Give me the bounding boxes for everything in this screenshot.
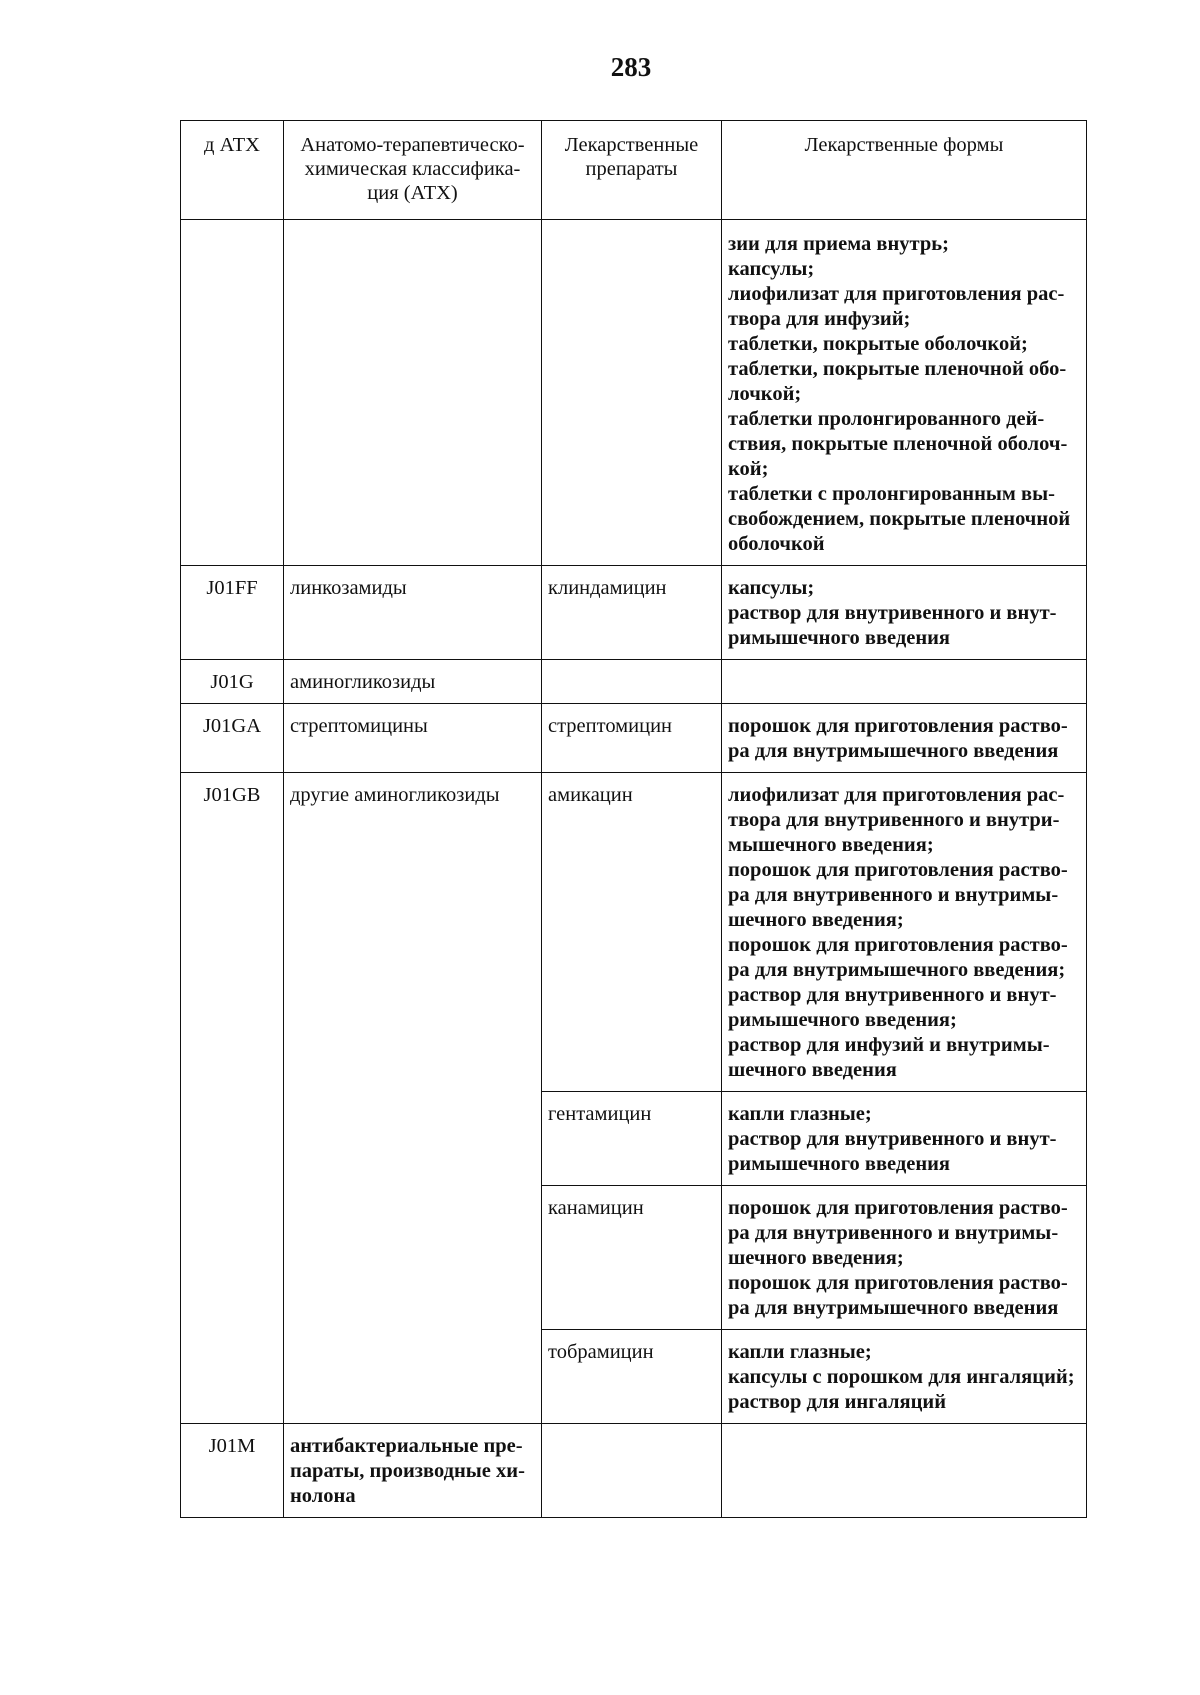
form-line: капсулы; [728,577,815,599]
header-atx-code: д АТХ [181,121,284,220]
forms-cell [722,1424,1087,1518]
form-line: таблетки, покрытые пленочной обо- [728,358,1067,380]
form-line: раствор для внутривенного и внут- [728,1128,1057,1150]
form-line: свобождением, покрытые пленочной [728,508,1071,530]
table-row [181,566,1087,660]
form-line: таблетки пролонгированного дей- [728,408,1045,430]
form-line: шечного введения; [728,909,904,931]
forms-cell [722,1330,1087,1424]
form-line: лочкой; [728,383,802,405]
code-cell: J01GB [181,773,284,1424]
form-line: твора для внутривенного и внутри- [728,809,1060,831]
classification-cell [284,1424,542,1518]
form-line: римышечного введения [728,627,951,649]
form-line: кой; [728,458,769,480]
form-line: порошок для приготовления раство- [728,934,1068,956]
drug-cell [542,1424,722,1518]
form-line: лиофилизат для приготовления рас- [728,283,1065,305]
classification-line: нолона [290,1485,356,1507]
classification-line: антибактериальные пре- [290,1435,523,1457]
form-line: раствор для внутривенного и внут- [728,602,1057,624]
classification-cell: линкозамиды [284,566,542,660]
form-line: раствор для инфузий и внутримы- [728,1034,1050,1056]
table-header-row [181,121,1087,220]
classification-cell: стрептомицины [284,704,542,773]
form-line: таблетки, покрытые оболочкой; [728,333,1028,355]
form-line: твора для инфузий; [728,308,911,330]
form-line: ра для внутримышечного введения [728,1297,1059,1319]
form-line: ра для внутримышечного введения [728,740,1059,762]
form-line: капсулы; [728,258,815,280]
table-row-continuation [181,220,1087,566]
form-line: римышечного введения [728,1153,951,1175]
drug-cell: канамицин [542,1186,722,1330]
form-line: капли глазные; [728,1103,872,1125]
table-row [181,773,1087,1092]
header-atx-classification: Анатомо-терапевтическо-химическая классифика-ция (АТХ) [284,121,542,220]
forms-cell [722,566,1087,660]
drug-cell: стрептомицин [542,704,722,773]
form-line: раствор для ингаляций [728,1391,947,1413]
header-drugs: Лекарственные препараты [542,121,722,220]
form-line: таблетки с пролонгированным вы- [728,483,1055,505]
classification-line: параты, производные хи- [290,1460,525,1482]
code-cell [181,220,284,566]
classification-cell: другие аминогликозиды [284,773,542,1424]
drug-cell [542,660,722,704]
forms-cell [722,1186,1087,1330]
page-number: 283 [610,52,652,82]
drug-cell: амикацин [542,773,722,1092]
drug-cell: клиндамицин [542,566,722,660]
form-line: раствор для внутривенного и внут- [728,984,1057,1006]
code-cell: J01FF [181,566,284,660]
forms-cell [722,660,1087,704]
table-row [181,660,1087,704]
form-line: лиофилизат для приготовления рас- [728,784,1065,806]
form-line: ствия, покрытые пленочной оболоч- [728,433,1068,455]
form-line: шечного введения [728,1059,897,1081]
form-line: оболочкой [728,533,825,555]
form-line: порошок для приготовления раство- [728,859,1068,881]
drug-cell: тобрамицин [542,1330,722,1424]
table-row [181,704,1087,773]
form-line: ра для внутримышечного введения; [728,959,1066,981]
form-line: зии для приема внутрь; [728,233,949,255]
form-line: порошок для приготовления раство- [728,1272,1068,1294]
form-line: порошок для приготовления раство- [728,715,1068,737]
header-dosage-forms: Лекарственные формы [722,121,1087,220]
forms-cell [722,220,1087,566]
form-line: ра для внутривенного и внутримы- [728,1222,1059,1244]
form-line: шечного введения; [728,1247,904,1269]
atx-drug-table [180,120,1087,1518]
form-line: порошок для приготовления раство- [728,1197,1068,1219]
form-line: капли глазные; [728,1341,872,1363]
drug-cell: гентамицин [542,1092,722,1186]
classification-cell: аминогликозиды [284,660,542,704]
code-cell: J01GA [181,704,284,773]
form-line: ра для внутривенного и внутримы- [728,884,1059,906]
forms-cell [722,1092,1087,1186]
code-cell: J01G [181,660,284,704]
code-cell: J01M [181,1424,284,1518]
form-line: мышечного введения; [728,834,934,856]
classification-cell [284,220,542,566]
table-row [181,1424,1087,1518]
forms-cell [722,773,1087,1092]
forms-cell [722,704,1087,773]
form-line: капсулы с порошком для ингаляций; [728,1366,1075,1388]
form-line: римышечного введения; [728,1009,957,1031]
drug-cell [542,220,722,566]
